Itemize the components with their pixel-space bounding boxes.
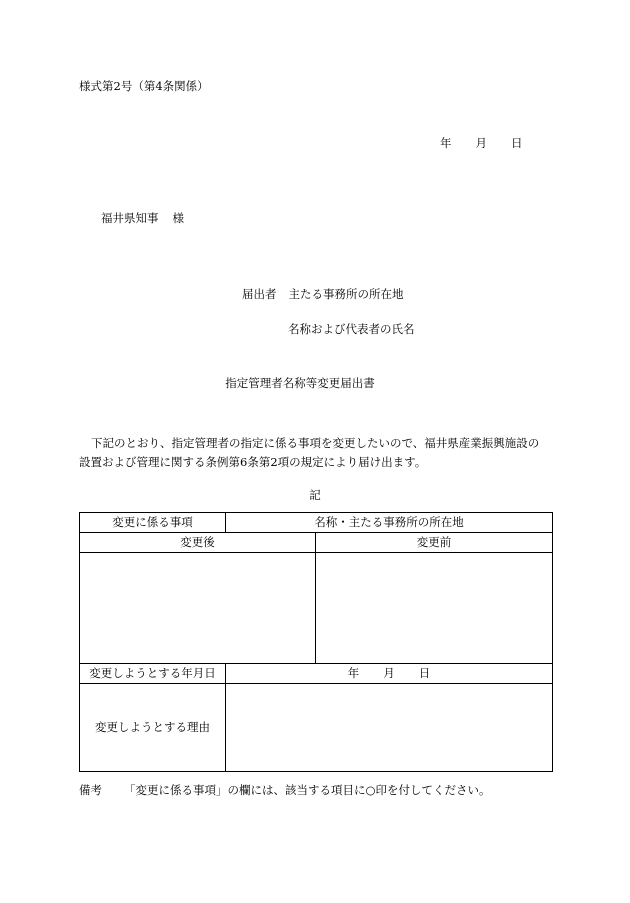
date-label-cell: 変更しようとする年月日 [80, 664, 226, 684]
remarks-note [79, 784, 491, 798]
reporter-block [242, 288, 404, 302]
reporter-name-label: 名称および代表者の氏名 [288, 322, 415, 336]
change-details-table [79, 512, 553, 772]
document-title [0, 377, 630, 391]
table-month-label: 月 [383, 665, 395, 680]
reason-value-cell[interactable] [226, 684, 553, 772]
table-day-label: 日 [418, 665, 431, 680]
addressee-name: 福井県知事 [101, 211, 159, 225]
before-value-cell[interactable] [316, 553, 553, 664]
form-number: 様式第2号（第4条関係） [79, 79, 209, 93]
body-text [79, 434, 557, 472]
date-day-label: 日 [511, 136, 523, 150]
matter-value-cell[interactable]: 名称・主たる事務所の所在地 [226, 513, 553, 533]
date-value-cell[interactable] [226, 664, 553, 684]
remarks-label: 備考 [79, 783, 102, 797]
after-value-cell[interactable] [80, 553, 316, 664]
addressee-honorific: 様 [172, 211, 184, 225]
reporter-office-label: 主たる事務所の所在地 [288, 287, 404, 301]
reporter-label: 届出者 [242, 287, 277, 301]
after-label-cell: 変更後 [80, 533, 316, 553]
addressee [101, 212, 184, 226]
date-month-label: 月 [475, 136, 487, 150]
reason-label-cell: 変更しようとする理由 [80, 684, 226, 772]
submission-date [440, 137, 523, 151]
remarks-text: 「変更に係る事項」の欄には、該当する項目に○印を付してください。 [124, 783, 491, 797]
body-line-1: 下記のとおり、指定管理者の指定に係る事項を変更したいので、福井県産業振興施設の [91, 436, 540, 450]
matter-label-cell: 変更に係る事項 [80, 513, 226, 533]
table-year-label: 年 [347, 665, 360, 680]
document-title-text: 指定管理者名称等変更届出書 [225, 376, 375, 390]
body-line-2: 設置および管理に関する条例第6条第2項の規定により届け出ます。 [79, 455, 427, 469]
before-label-cell: 変更前 [316, 533, 553, 553]
ki-heading: 記 [309, 488, 321, 502]
date-year-label: 年 [440, 136, 452, 150]
